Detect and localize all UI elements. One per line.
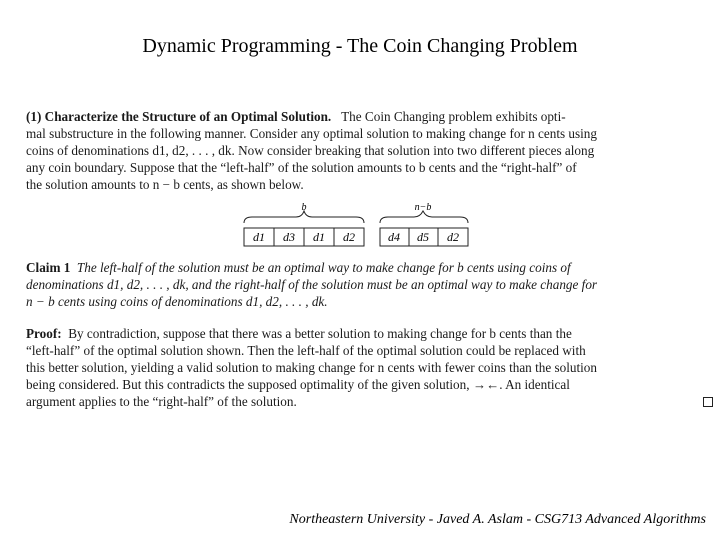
coin-label: d2 [447, 230, 459, 244]
claim-heading: Claim 1 [26, 260, 71, 275]
paragraph-line: mal substructure in the following manner. Consider any optimal solution to making change for n cents using [26, 126, 597, 141]
footer-credit: Northeastern University - Javed A. Aslam - CSG713 Advanced Algorithms [289, 512, 706, 527]
coin-split-diagram [238, 203, 478, 249]
qed-box-icon [703, 397, 713, 407]
coin-label: d5 [417, 230, 429, 244]
proof-heading: Proof: [26, 326, 62, 341]
paragraph-line: argument applies to the “right-half” of the solution. [26, 394, 297, 409]
proof-block [26, 325, 690, 410]
paragraph-line: “left-half” of the optimal solution shown. Then the left-half of the optimal solution could be replaced with [26, 343, 586, 358]
paragraph-line: n − b cents using coins of denominations d1, d2, . . . , dk. [26, 294, 328, 309]
paragraph-line: this better solution, yielding a valid solution to making change for n cents with fewer coins than the solution [26, 360, 597, 375]
paragraph-line: Claim 1 The left-half of the solution must be an optimal way to make change for b cents using coins of [26, 260, 571, 275]
coin-label: d4 [388, 230, 400, 244]
paragraph-line: being considered. But this contradicts the supposed optimality of the given solution, →←. An identical [26, 377, 570, 392]
coin-label: d2 [343, 230, 355, 244]
coin-label: d1 [253, 230, 265, 244]
right-coin-group [380, 228, 468, 246]
left-brace-label: b [301, 203, 307, 213]
left-coin-group [244, 228, 364, 246]
coin-label: d1 [313, 230, 325, 244]
paragraph-line: any coin boundary. Suppose that the “left-half” of the solution amounts to b cents and the “right-half” of [26, 160, 577, 175]
slide-title: Dynamic Programming - The Coin Changing Problem [142, 35, 578, 57]
paragraph-line: (1) Characterize the Structure of an Optimal Solution. The Coin Changing problem exhibits opti- [26, 109, 566, 124]
paragraph-line: denominations d1, d2, . . . , dk, and the right-half of the solution must be an optimal way to make change for [26, 277, 598, 292]
coin-label: d3 [283, 230, 295, 244]
paragraph-line: Proof: By contradiction, suppose that there was a better solution to making change for b cents than the [26, 326, 572, 341]
section-optimal-structure [26, 108, 690, 193]
section-heading: (1) Characterize the Structure of an Optimal Solution. [26, 109, 332, 124]
paragraph-line: coins of denominations d1, d2, . . . , dk. Now consider breaking that solution into two different pieces along [26, 143, 595, 158]
paragraph-line: the solution amounts to n − b cents, as shown below. [26, 177, 304, 192]
right-brace-label: n−b [414, 203, 432, 213]
claim-block [26, 259, 690, 310]
